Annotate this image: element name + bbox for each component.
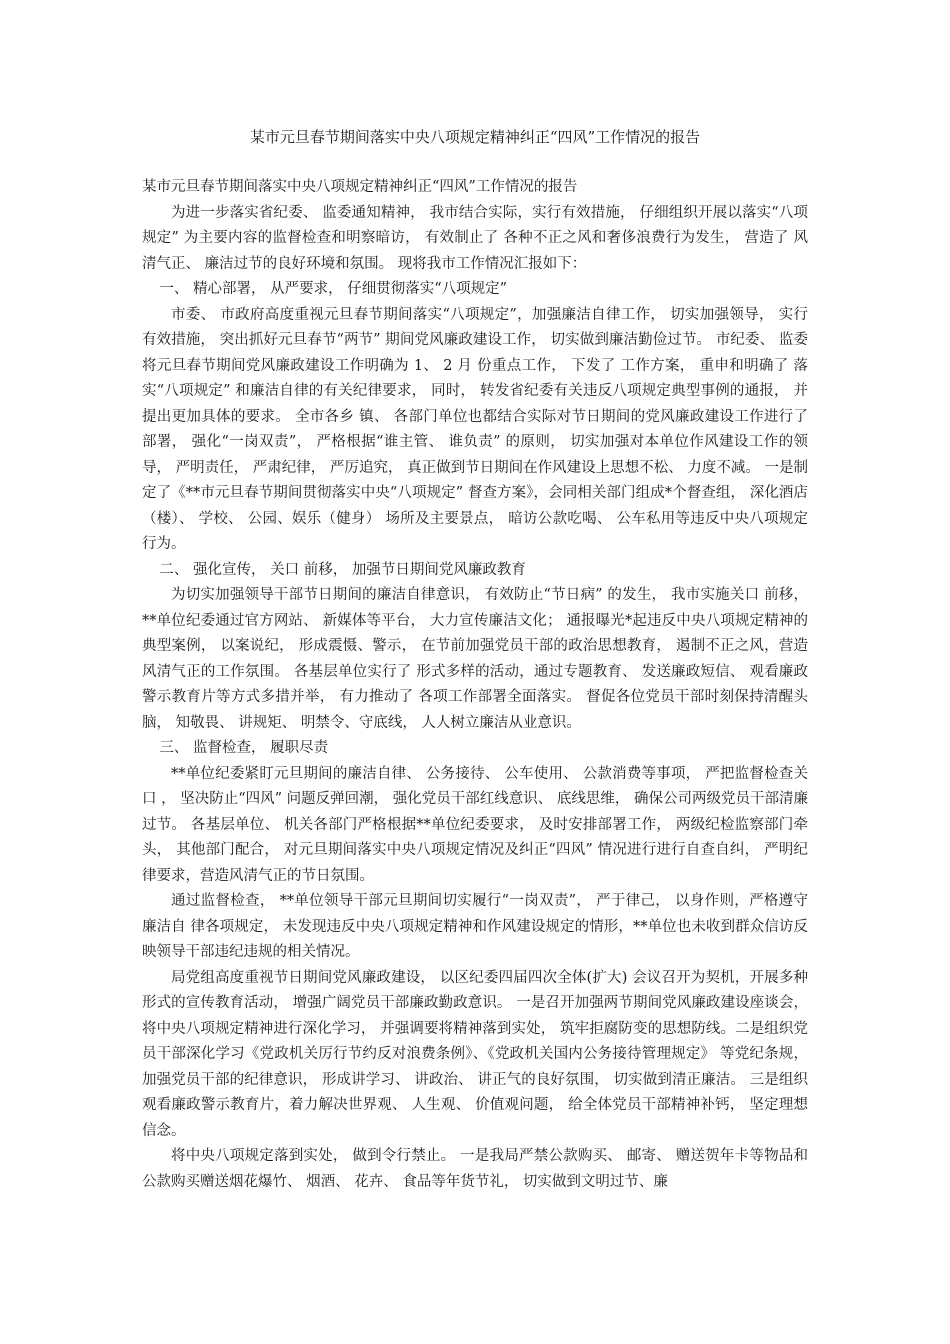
document-title: 某市元旦春节期间落实中央八项规定精神纠正“四风”工作情况的报告: [249, 128, 701, 146]
body-paragraph: 局党组高度重视节日期间党风廉政建设， 以区纪委四届四次全体(扩大) 会议召开为契机，开展多种形式的宣传教育活动， 增强广阔党员干部廉政勤政意识。 一是召开加强两节期间党风廉政建设座谈会， 将中央八项规定精神进行深化学习， 并强调要将精神落到实处， 筑牢拒腐防变的思想防线。二是组织党员干部深化学习《党政机关厉行节约反对浪费条例》、《党政机关国内公务接待管理规定》 等党纪条规， 加强党员干部的纪律意识， 形成讲学习、 讲政治、 讲正气的良好氛围， 切实做到清正廉洁。 三是组织观看廉政警示教育片，着力解决世界观、 人生观、 价值观问题， 给全体党员干部精神补钙， 坚定理想信念。: [142, 969, 808, 1139]
document-subtitle: 某市元旦春节期间落实中央八项规定精神纠正“四风”工作情况的报告: [142, 179, 578, 195]
body-paragraph: 市委、 市政府高度重视元旦春节期间落实“八项规定”，加强廉洁自律工作， 切实加强领导， 实行有效措施， 突出抓好元旦春节“两节” 期间党风廉政建设工作， 切实做到廉洁勤俭过节。 市纪委、 监委将元旦春节期间党风廉政建设工作明确为 1、 2 月 份重点工作， 下发了 工作方案， 重申和明确了 落实“八项规定” 和廉洁自律的有关纪律要求， 同时， 转发省纪委有关违反八项规定典型事例的通报， 并提出更加具体的要求。 全市各乡 镇、 各部门单位也都结合实际对节日期间的党风廉政建设工作进行了 部署， 强化“一岗双责”， 严格根据“谁主管、 谁负责” 的原则， 切实加强对本单位作风建设工作的领导， 严明责任， 严肃纪律， 严厉追究， 真正做到节日期间在作风建设上思想不松、 力度不减。 一是制定了《**市元旦春节期间贯彻落实中央“八项规定” 督查方案》，会同相关部门组成*个督查组， 深化酒店（楼）、 学校、 公园、娱乐（健身） 场所及主要景点， 暗访公款吃喝、 公车私用等违反中央八项规定行为。: [142, 306, 808, 552]
section-heading-2: 二、 强化宣传， 关口 前移， 加强节日期间党风廉政教育: [159, 561, 526, 578]
section-heading-3: 三、 监督检查， 履职尽责: [159, 740, 329, 756]
body-paragraph: 将中央八项规定落到实处， 做到令行禁止。 一是我局严禁公款购买、 邮寄、 赠送贺年卡等物品和公款购买赠送烟花爆竹、 烟酒、 花卉、 食品等年货节礼， 切实做到文明过节、廉: [142, 1148, 808, 1190]
body-paragraph: 为切实加强领导干部节日期间的廉洁自律意识， 有效防止“节日病” 的发生， 我市实施关口 前移， **单位纪委通过官方网站、 新媒体等平台， 大力宣传廉洁文化； 通报曝光*起违反中央八项规定精神的典型案例， 以案说纪， 形成震慑、警示， 在节前加强党员干部的政治思想教育， 遏制不正之风，营造风清气正的工作氛围。 各基层单位实行了 形式多样的活动，通过专题教育、 发送廉政短信、 观看廉政警示教育片等方式多措并举， 有力推动了 各项工作部署全面落实。 督促各位党员干部时刻保持清醒头脑， 知敬畏、 讲规矩、 明禁令、守底线， 人人树立廉洁从业意识。: [142, 587, 808, 731]
section-heading-1: 一、 精心部署， 从严要求， 仔细贯彻落实“八项规定”: [159, 281, 508, 297]
document-body: [142, 175, 808, 1195]
intro-paragraph: 为进一步落实省纪委、 监委通知精神， 我市结合实际，实行有效措施， 仔细组织开展以落实“八项规定” 为主要内容的监督检查和明察暗访， 有效制止了 各种不正之风和奢侈浪费行为发生， 营造了 风清气正、 廉洁过节的良好环境和氛围。 现将我市工作情况汇报如下：: [142, 204, 808, 272]
body-paragraph: **单位纪委紧盯元旦期间的廉洁自律、 公务接待、 公车使用、 公款消费等事项， 严把监督检查关口 ， 坚决防止“四风” 问题反弹回潮， 强化党员干部红线意识、 底线思维， 确保公司两级党员干部清廉过节。 各基层单位、 机关各部门严格根据**单位纪委要求， 及时安排部署工作， 两级纪检监察部门牵头， 其他部门配合， 对元旦期间落实中央八项规定情况及纠正“四风” 情况进行进行自查自纠， 严明纪律要求，营造风清气正的节日氛围。: [142, 765, 808, 884]
body-paragraph: 通过监督检查， **单位领导干部元旦期间切实履行“一岗双责”， 严于律己， 以身作则，严格遵守廉洁自 律各项规定， 未发现违反中央八项规定精神和作风建设规定的情形，**单位也未收到群众信访反映领导干部违纪违规的相关情况。: [142, 893, 808, 960]
